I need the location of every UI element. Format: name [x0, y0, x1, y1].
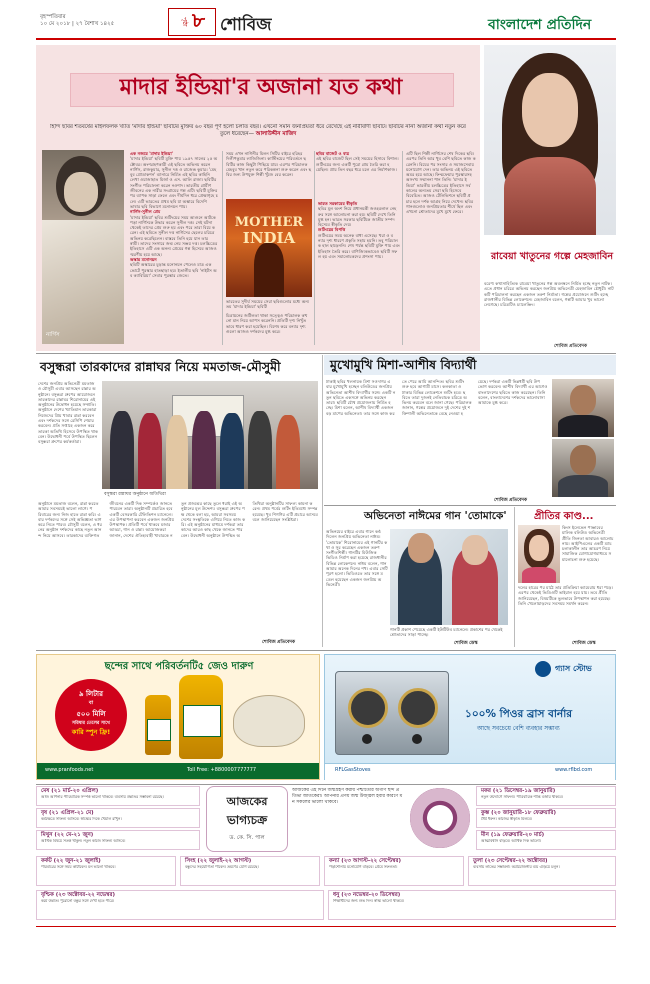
sign-text-5: বন্ধুদের সহযোগিতা পাবেন। ভ্রমণের যোগ রয়েছে। — [185, 865, 259, 869]
story3-credit: শোবিজ প্রতিবেদক — [494, 498, 528, 503]
gas-footer-left: RFLGasStoves — [335, 767, 371, 773]
rule-3 — [36, 650, 616, 651]
naim-story — [324, 507, 512, 647]
sign-box-6 — [324, 856, 464, 886]
gas-footer-right: www.rflbd.com — [555, 767, 593, 773]
mehzabin-photo — [484, 45, 616, 235]
page-label: পৃষ্ঠা — [181, 17, 188, 27]
sign-name-6: কন্যা (২৩ আগস্ট-২২ সেপ্টেম্বর) — [329, 858, 402, 864]
horoscope-title-2: ভাগ্যচক্র — [226, 813, 268, 827]
model-caption: রাবেয়া খাতুনের গল্পে মেহজাবিন — [490, 251, 614, 262]
misha-photo — [552, 379, 614, 437]
sign-text-11: ধৈর্য ধরুন। কাজের স্বীকৃতি মিলবে। — [481, 817, 533, 821]
model-dress — [504, 157, 596, 235]
person-4 — [192, 411, 216, 489]
nargis-photo — [42, 150, 124, 344]
oil-bottle-small-label — [147, 719, 171, 741]
knob-right — [412, 734, 422, 744]
section-title: শোবিজ — [220, 15, 272, 35]
sign-name-12: মীন (১৯ ফেব্রুয়ারি-২০ মার্চ) — [481, 832, 545, 838]
person-5 — [220, 413, 244, 489]
masthead: বাংলাদেশ প্রতিদিন — [488, 17, 592, 33]
gas-stove-image — [335, 671, 449, 755]
burner-left — [348, 688, 388, 728]
sign-text-6: পড়াশোনায় মনোযোগ বাড়বে। প্রেমে সফলতা। — [329, 865, 398, 869]
sign-box-4 — [36, 856, 176, 886]
lead-col-1: এক নজরে 'মাদার ইন্ডিয়া' 'মাদার ইন্ডিয়া' ছবিটি মুক্তি পায় ১৯৫৭ সালের ২৫ অক্টোবর। অংশগ্রহণকারী এই ছবিতে অভিনয় করেন নার্গিস, রাজকুমার, সুনীল দত্ত ও রাজেন্দ্র কুমার। 'মেহবুব প্রোডাকশন' ব্যানারে নির্মিত এই ছবির কাহিনি লেখা ওয়াজাহাত মির্জা ও এস. আলি রাজা। ছবিটির সংগীত পরিচালনা করেন নওশাদ। ভারতীয় গ্রামীণ জীবনের এক নারীর সংগ্রামের গল্প এটি। ছবিটি মুক্তির পর ব্যাপক সাড়া ফেলে এবং দীর্ঘদিন ধরে প্রেক্ষাগৃহে চলে। এটি ভারতের প্রথম ছবি যা অস্কারে বিদেশি ভাষার ছবি বিভাগে মনোনয়ন পায়। নার্গিস-সুনীল প্রেম 'মাদার ইন্ডিয়া' ছবির শুটিংয়ের সময় আগুনে আটকে পড়া নার্গিসকে উদ্ধার করেন সুনীল দত্ত। সেই ঘটনা থেকেই তাদের প্রেম শুরু হয় এবং পরে তারা বিয়ে করেন। এই ছবিতে সুনীল দত্ত নার্গিসের ছেলের চরিত্রে অভিনয় করেছিলেন। বাস্তবে তিনি হয়ে যান তার স্বামী। তাদের সংসারে জন্ম নেয় সঞ্জয় দত্ত। চলচ্চিত্রের ইতিহাসে এটি এক অনন্য প্রেমের গল্প হিসেবে আজও স্মরণীয় হয়ে আছে। অস্কার মনোনয়ন ছবিটি অস্কারের চূড়ান্ত মনোনয়ন পেলেও মাত্র এক ভোটে পুরস্কার হাতছাড়া হয়। ইতালীয় ছবি 'নাইটস অব ক্যাবিরিয়া' সেবার পুরস্কার জেতে। — [130, 151, 218, 278]
knob-left — [362, 734, 372, 744]
lead-col-4: এটি ছিল শিল্পী নার্গিসের শেষ দিকের ছবি। এরপর তিনি আর খুব বেশি ছবিতে কাজ করেননি। বিয়ের পর সংসার ও সমাজসেবায় মনোযোগ দেন। তার অভিনয় এই ছবিতে অমর হয়ে আছে। ফিল্মফেয়ার পুরস্কারসহ অসংখ্য সম্মাননা পান তিনি। 'মাদার ইন্ডিয়া' ভারতীয় চলচ্চিত্রের ইতিহাসে সর্বকালের অন্যতম সেরা ছবি হিসেবে বিবেচিত। আজও টেলিভিশনে ছবিটি প্রচার হলে দর্শক আগ্রহ নিয়ে দেখেন। ছবির গানগুলোও জনপ্রিয়তার শীর্ষে ছিল এবং এখনো শ্রোতাদের মুখে মুখে ফেরে। — [406, 151, 476, 215]
sign-box-11 — [476, 808, 616, 828]
footer-rule — [36, 926, 616, 927]
lead-story — [36, 45, 480, 351]
lead-col-3-top: ছবির বাজেট ও ব্যয় এই ছবির বাজেট ছিল সেই সময়ের হিসাবে বিশাল। শুটিংয়ের জন্য একটি পুরো গ্রাম তৈরি করা হয়েছিল। প্রায় তিন বছর ধরে চলে এর নির্মাণকাজ। — [316, 151, 399, 172]
oil-ad-website: www.pranfoods.net — [45, 767, 94, 773]
page-header — [0, 0, 650, 42]
sign-text-4: পরিবারের সঙ্গে সময় কাটাবেন। মন ভালো থাকবে। — [41, 865, 116, 869]
lead-headline: মাদার ইন্ডিয়া'র অজানা যত কথা — [119, 75, 403, 100]
rule-1 — [36, 353, 616, 354]
story4-col-b: গানটি প্রকাশ পেয়েছে একটি ইউটিউব চ্যানেলে। প্রকাশের পর থেকেই শ্রোতাদের সাড়া পাচ্ছে। — [390, 627, 503, 638]
lead-col-divider-2 — [314, 151, 315, 345]
story4-credit: শোবিজ ডেস্ক — [454, 641, 478, 646]
sign-text-10: নতুন উদ্যোগে সাফল্য। পারিবারিক শান্তি বজায় থাকবে। — [481, 795, 563, 799]
poster-title-2: INDIA — [242, 229, 296, 247]
sign-name-5: সিংহ (২২ জুলাই-২২ আগস্ট) — [185, 858, 252, 864]
sign-text-12: আত্মবিশ্বাস বাড়বে। আর্থিক দিক ভালো। — [481, 839, 541, 843]
col-divider-right — [514, 507, 515, 647]
sign-text-8: কর্মে উন্নতি। পুরোনো বন্ধুর সঙ্গে দেখা হতে পারে। — [41, 899, 115, 903]
story2-headline: বসুন্ধরা তারকাদের রান্নাঘর নিয়ে মমতাজ-মৌসুমী — [40, 359, 281, 374]
sign-box-3 — [36, 830, 200, 850]
preity-face — [529, 535, 549, 561]
preity-dress — [522, 567, 556, 583]
lead-intro: হিন্দি ছবির শতবর্ষের মাইলফলক খ্যাত 'মাদার ইন্ডিয়া' ছবিটির মুক্তির ৬০ বছর পূর্ণ হলো চলতি বছর। এখনো সমান জনপ্রিয়তা ধরে রেখেছে এই নারীবাদী ছবিটি। ছবিটির নানা অজানা কথা নতুন করে তুলে ধরেছেন— আলাউদ্দীন মাজিদ — [50, 124, 466, 137]
naim-face — [408, 533, 434, 563]
date-line: বৃহস্পতিবার ১০ মে ২০১৮ | ২৭ বৈশাখ ১৪২৫ — [40, 14, 115, 27]
sign-box-9 — [328, 890, 616, 920]
oil-ad — [36, 654, 320, 780]
horoscope-author: ড. কে. সি. পাল — [229, 835, 265, 841]
nargis-shawl — [42, 220, 124, 344]
badge-line-4: সরিষার তেলের সাথে — [72, 721, 110, 726]
sign-text-1: আজ আপনার পারিবারিক সম্পর্ক ভালো থাকবে। ব্যবসায় উন্নতির সম্ভাবনা রয়েছে। — [41, 795, 164, 799]
gas-tagline: ১০০% পিওর ব্রাস বার্নার — [465, 708, 573, 720]
sign-text-3: আর্থিক বিষয়ে সতর্ক থাকুন। নতুন কাজে সাফল্য আসবে। — [41, 839, 126, 843]
sign-name-10: মকর (২১ ডিসেম্বর-১৯ জানুয়ারি) — [481, 788, 556, 794]
zodiac-wheel — [410, 788, 470, 848]
oil-ad-hotline: Toll Free: +8800007777777 — [187, 767, 257, 773]
sign-box-5 — [180, 856, 320, 886]
gas-sub: আছে সবচেয়ে বেশি ব্যবহার সম্ভাব্য — [477, 725, 560, 732]
person-6 — [248, 411, 272, 489]
ashish-photo — [552, 439, 614, 497]
lead-col-2-bottom: চিত্রায়নের জটিলতা থাকা সত্ত্বেও পরিচালক কখনো মান নিয়ে আপস করেননি। প্রতিটি দৃশ্য নিখুঁতভাবে ধারণ করা হয়েছিল। বিশেষ করে বন্যার দৃশ্যগুলো আজও দর্শকদের মুগ্ধ করে। — [226, 313, 308, 334]
header-rule — [36, 38, 616, 40]
horoscope-title-1: আজকের — [226, 795, 268, 808]
badge-line-2: বা — [88, 700, 94, 706]
poster-title-1: MOTHER — [234, 215, 304, 230]
sign-name-2: বৃষ (২১ এপ্রিল-২১ মে) — [41, 810, 94, 816]
curry-spoon — [233, 695, 305, 747]
story2-photo — [102, 381, 318, 489]
sign-text-2: কর্মক্ষেত্রে সাফল্য আসবে। স্বাস্থ্যের দিকে খেয়াল রাখুন। — [41, 817, 122, 821]
actress-face — [462, 535, 488, 565]
sign-box-2 — [36, 808, 200, 828]
rule-4 — [36, 784, 616, 785]
preity-photo — [518, 525, 560, 583]
sign-box-1 — [36, 786, 200, 806]
sign-box-7 — [468, 856, 616, 886]
gas-stove-ad — [324, 654, 616, 780]
badge-line-5: কারি স্পুন ফ্রি! — [71, 728, 111, 736]
model-story — [484, 45, 616, 351]
story5-body-b: দলের হারের পর মাঠে তার প্রতিক্রিয়া ক্যামেরায় ধরা পড়ে। এরপর থেকেই ভিডিওটি ভাইরাল হয়ে যায়। তবে প্রীতি জানিয়েছেন, বিষয়টিকে ভুলভাবে উপস্থাপন করা হয়েছে। তিনি খেলোয়াড়দের সবসময় সমর্থন করেন। — [518, 585, 613, 606]
story4-col-a: অভিনয়ের বাইরে এবার গানে কণ্ঠ দিলেন জনপ্রিয় অভিনেতা নাঈম। 'তোমাকে' শিরোনামের এই গানটির কথা ও সুর করেছেন একজন তরুণ সংগীতশিল্পী। গানটির মিউজিক ভিডিও নির্মাণ করা হয়েছে রাজধানীর বিভিন্ন লোকেশনে। নাঈম বলেন, গান আমার অনেক দিনের শখ। এবার সেটি পূরণ হলো। ভিডিওতে তার সঙ্গে মডেল হয়েছেন একজন জনপ্রিয় অভিনেত্রী। — [326, 529, 388, 587]
story2-body: অনুষ্ঠানে মমতাজ বলেন, রান্না করতে আমার সবসময়ই ভালো লাগে। পরিবারের জন্য নিজ হাতে রান্না করি। এবার দর্শকদের সঙ্গে সেই অভিজ্ঞতা ভাগ করে নিতে পারব। মৌসুমী বলেন, এ ধরনের অনুষ্ঠান দর্শকদের কাছে নতুন আনন্দ নিয়ে আসবে। তারকাদের ব্যক্তিগত জীবনের একটি দিক সম্পর্কেও জানতে পারবেন তারা। অনুষ্ঠানটি প্রচারিত হবে একটি বেসরকারি টেলিভিশন চ্যানেলে। এর উপস্থাপনা করবেন একজন জনপ্রিয় উপস্থাপক। প্রতিটি পর্বে থাকবে মজার আড্ডা, গান ও রান্না। আয়োজকরা জানান, দেশের ঐতিহ্যবাহী খাবারকে নতুন প্রজন্মের কাছে তুলে ধরাই এই অনুষ্ঠানের মূল উদ্দেশ্য। বসুন্ধরা গ্রুপের পক্ষ থেকে বলা হয়, আমরা সবসময় দেশের সংস্কৃতিকে এগিয়ে নিতে কাজ করি। এই অনুষ্ঠানের মাধ্যমে দর্শকরা তারকাদের আরও কাছ থেকে জানতে পারবেন। উদ্বোধনী অনুষ্ঠানে উপস্থিত অতিথিরা অনুষ্ঠানটির সাফল্য কামনা করেন। প্রথম পর্বের শুটিং ইতিমধ্যে সম্পন্ন হয়েছে। খুব শিগগির এটি প্রচারে আসবে বলে জানিয়েছেন সংশ্লিষ্টরা। — [38, 501, 318, 538]
sign-box-8 — [36, 890, 324, 920]
offer-badge — [55, 679, 127, 751]
naim-photo — [390, 529, 508, 625]
lead-col-2: সময় এখন নাগিনীর মিলন সিটির বাইরে হরিহর দিলীপকুমার লাজিজিনা। কাস্টিংয়ের পরিবর্তনে ছবিটির কাজ কিছুটা পিছিয়ে যায়। এরপর পরিচালক মেহবুব খান নতুন করে পরিকল্পনা শুরু করেন এবং ছবির জন্য উপযুক্ত শিল্পী খুঁজে বের করেন। — [226, 151, 312, 178]
sign-name-1: মেষ (২১ মার্চ-২০ এপ্রিল) — [41, 788, 99, 794]
story3-body: ঢাকাই ছবির খলনায়ক মিশা সওদাগর এবার মুখোমুখি হচ্ছেন বলিউডের জনপ্রিয় অভিনেতা আশীষ বিদ্যার্থীর সঙ্গে। একটি নতুন ছবিতে একসঙ্গে অভিনয় করছেন তারা। ছবিটি যৌথ প্রযোজনায় নির্মিত হচ্ছে। মিশা বলেন, আশীষ বিদ্যার্থী একজন বড় মাপের অভিনেতা। তার সঙ্গে কাজ করতে পেরে আমি আনন্দিত। ছবির শুটিং শুরু হবে আগামী মাসে। কলকাতা ও ঢাকার বিভিন্ন লোকেশনে শুটিং হবে। ছবিতে তারা দুজনই নেতিবাচক চরিত্রে অভিনয় করবেন বলে জানা গেছে। পরিচালক জানান, গল্পের প্রয়োজনে দুই দেশের দুই শক্তিশালী অভিনেতাকে বেছে নেওয়া হয়েছে। দর্শকরা একটি ভিন্নধর্মী ছবি উপভোগ করবেন। আশীষ বিদ্যার্থী এর আগেও বাংলাদেশের ছবিতে কাজ করেছেন। তিনি বলেন, বাংলাদেশের দর্শকদের ভালোবাসা আমাকে মুগ্ধ করে। — [326, 379, 548, 416]
sign-name-4: কর্কট (২২ জুন-২১ জুলাই) — [41, 858, 101, 864]
preity-story — [516, 507, 616, 647]
sign-box-10 — [476, 786, 616, 806]
person-1 — [110, 411, 134, 489]
oil-ad-headline: ছন্দের সাথে পরিবর্তনটি৫ জেও দারুণ — [104, 661, 254, 672]
person-7 — [276, 415, 300, 489]
story4-headline: অভিনেতা নাঈমের গান 'তোমাকে' — [364, 510, 507, 522]
sign-text-9: শিক্ষার্থীদের জন্য শুভ দিন। স্বাস্থ্য ভালো থাকবে। — [333, 899, 405, 903]
story2-photo-caption: বসুন্ধরা রান্নাঘর অনুষ্ঠানে অতিথিরা — [104, 492, 166, 497]
sign-name-9: ধনু (২৩ নভেম্বর-২০ ডিসেম্বর) — [333, 892, 401, 898]
sign-name-11: কুম্ভ (২০ জানুয়ারি-১৮ ফেব্রুয়ারি) — [481, 810, 557, 816]
ashish-body — [558, 475, 608, 497]
gas-brand: গ্যাস স্টোভ — [555, 664, 592, 673]
ashish-face — [570, 445, 596, 475]
story5-credit: শোবিজ ডেস্ক — [572, 641, 596, 646]
lead-col-divider-1 — [222, 151, 223, 345]
story5-headline: প্রীতির কাণ্ড... — [534, 511, 594, 522]
person-3 — [166, 415, 188, 489]
model-face — [522, 73, 578, 147]
horoscope-section — [0, 786, 650, 982]
misha-ashish-story — [324, 355, 616, 503]
badge-line-1: ৯ লিটার — [79, 690, 103, 698]
sign-box-12 — [476, 830, 616, 850]
person-2 — [138, 413, 162, 489]
poster-figure — [254, 243, 284, 297]
nargis-face — [64, 172, 98, 212]
sign-name-3: মিথুন (২২ মে-২১ জুন) — [41, 832, 94, 838]
horoscope-title-box — [206, 786, 288, 852]
story2-credit: শোবিজ প্রতিবেদক — [262, 640, 296, 645]
sign-name-7: তুলা (২৩ সেপ্টেম্বর-২২ অক্টোবর) — [473, 858, 548, 864]
misha-body — [558, 415, 608, 437]
rule-2 — [324, 505, 616, 506]
basundhara-story — [36, 355, 320, 647]
model-credit: শোবিজ প্রতিবেদক — [554, 344, 588, 349]
gas-brand-logo — [535, 661, 551, 677]
story5-body-a: কিংস ইলেভেন পাঞ্জাবের মালিক বলিউড অভিনেত্রী প্রীতি জিনতা আবারও আলোচনায়। আইপিএলের একটি ম্যাচ চলাকালীন তার আচরণ নিয়ে সামাজিক যোগাযোগমাধ্যমে সমালোচনা শুরু হয়েছে। — [562, 525, 614, 562]
badge-line-3: ৫০০ মিলি — [76, 710, 106, 718]
poster-caption: ভারতের সুদীর্ঘ সময়ের সেরা ছবিগুলোর মধ্যে অন্যতম 'মাদার ইন্ডিয়া' ছবিটি — [226, 299, 310, 310]
lead-col-3: ভারত সরকারের স্বীকৃতি ছবির মূল অংশ নিয়ে প্রধানমন্ত্রী জওহরলাল নেহরুর সঙ্গে আলোচনা করা হয়। ছবিটি দেখে তিনি মুগ্ধ হন। ভারত সরকার ছবিটিকে জাতীয় সম্পদ হিসেবে স্বীকৃতি দেয়। শুটিংয়ের বিপত্তি শুটিংয়ের সময় অনেক বাধা এসেছে। খরা ও বন্যার দৃশ্য ধারণে প্রকৃতি সহায় হয়নি। তবু পরিচালক হাল ছাড়েননি। শেষ পর্যন্ত ছবিটি মুক্তি পায় এবং ইতিহাস তৈরি করে। বাণিজ্যিকভাবেও ছবিটি সফল হয় এবং সমালোচকদের প্রশংসা পায়। — [318, 201, 400, 259]
sign-text-7: ব্যবসায় লাভের সম্ভাবনা। অপ্রয়োজনীয় ব্যয় এড়িয়ে চলুন। — [473, 865, 560, 869]
model-text: বরেণ্য কথাসাহিত্যিক রাবেয়া খাতুনের গল্প অবলম্বনে নির্মিত হচ্ছে নতুন নাটক। এতে প্রধান চরিত্রে অভিনয় করছেন জনপ্রিয় অভিনেত্রী মেহজাবিন চৌধুরী। নাটকটি পরিচালনা করছেন একজন তরুণ নির্মাতা। গল্পের প্রয়োজনে শুটিং হচ্ছে রাজধানীর বিভিন্ন লোকেশনে। মেহজাবিন বলেন, গল্পটি আমার খুব ভালো লেগেছে। চরিত্রটিও চ্যালেঞ্জিং। — [484, 281, 614, 308]
col-divider-mid — [322, 355, 323, 647]
lead-col-divider-3 — [402, 151, 403, 345]
misha-face — [570, 385, 596, 415]
lead-byline: আলাউদ্দীন মাজিদ — [255, 131, 297, 137]
page-number-box — [168, 8, 216, 36]
mother-india-poster — [226, 199, 312, 297]
oil-bottle-large-label — [183, 705, 221, 737]
sign-name-8: বৃশ্চিক (২৩ অক্টোবর-২২ নভেম্বর) — [41, 892, 116, 898]
story3-headline: মুখোমুখি মিশা-আশীষ বিদ্যার্থী — [330, 357, 477, 372]
burner-right — [398, 688, 438, 728]
nargis-caption: নার্গিস — [46, 332, 60, 338]
page-number: ৮ — [192, 7, 205, 32]
story2-col-a: দেশের জনপ্রিয় অভিনেত্রী মমতাজ ও মৌসুমী এবার আসছেন রান্নার অনুষ্ঠানে। বসুন্ধরা গ্রুপের আয়োজনে তারকাদের রান্নাঘর শিরোনামের এই অনুষ্ঠানের উদ্বোধন হয়েছে সম্প্রতি। অনুষ্ঠানে দেশের খ্যাতিমান তারকারা নিজেদের প্রিয় খাবার রান্না করবেন এবং দর্শকদের সঙ্গে রেসিপি শেয়ার করবেন। প্রতি সপ্তাহে একজন করে তারকা অতিথি হিসেবে উপস্থিত থাকবেন। উদ্বোধনী পর্বে উপস্থিত ছিলেন বসুন্ধরা গ্রুপের কর্মকর্তারা। — [38, 381, 98, 445]
horoscope-intro: আজকের এই দিনে জন্মগ্রহণ করায় পশ্চাত্যের অগণি ছন্দ প্রতিভা জাতকেরা। আপনার প্রণয় জন্ম উজ্জ্বল হবার কারণে মন সকলের ভালো থাকবে। — [292, 788, 403, 805]
